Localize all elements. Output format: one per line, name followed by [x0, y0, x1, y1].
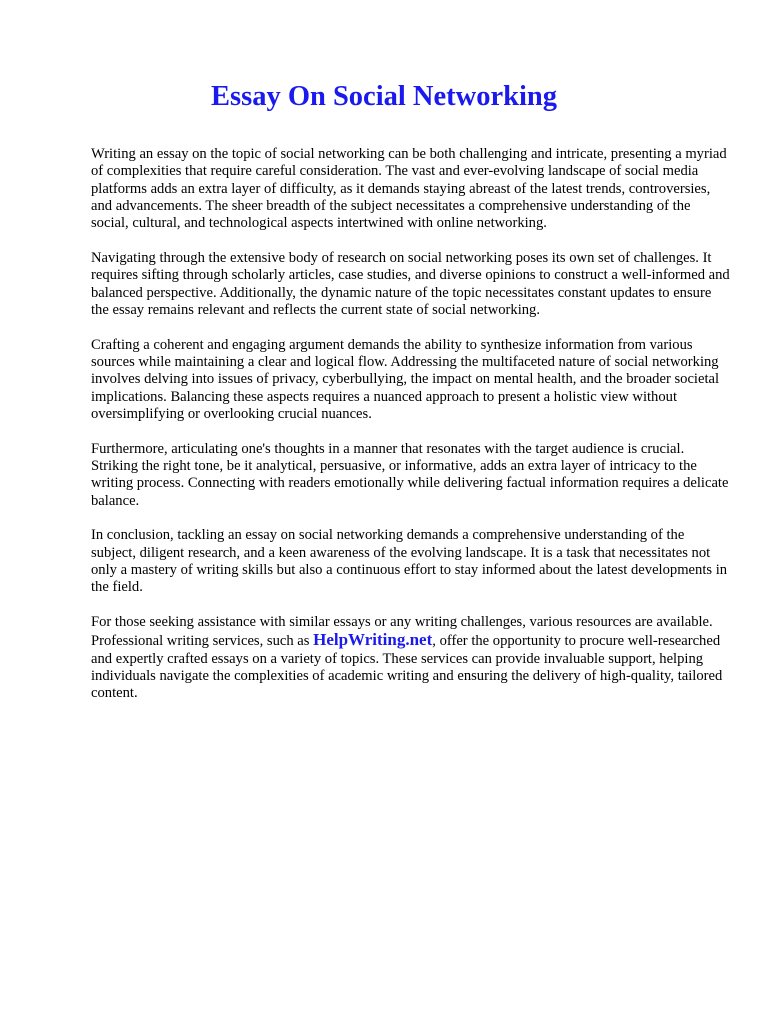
- paragraph-6-text-after-link: , offer the opportunity to procure well-researched and expertly crafted essays on a variety of topics. These services can provide invaluable support, helping individuals navigate the complexities of academic writing and ensuring the delivery of high-quality, tailored content.: [91, 633, 723, 702]
- essay-body: [91, 146, 731, 720]
- paragraph-6: [91, 614, 731, 702]
- paragraph-1: Writing an essay on the topic of social networking can be both challenging and intricate, presenting a myriad of complexities that require careful consideration. The vast and ever-evolving landscape of social media platforms adds an extra layer of difficulty, as it demands staying abreast of the latest trends, controversies, and advancements. The sheer breadth of the subject necessitates a comprehensive understanding of the social, cultural, and technological aspects intertwined with online networking.: [91, 146, 727, 232]
- paragraph-2: Navigating through the extensive body of research on social networking poses its own set of challenges. It requires sifting through scholarly articles, case studies, and diverse opinions to construct a well-informed and balanced perspective. Additionally, the dynamic nature of the topic necessitates constant updates to ensure the essay remains relevant and reflects the current state of social networking.: [91, 249, 730, 318]
- paragraph-6-text-before-link: For those seeking assistance with similar essays or any writing challenges, various resources are available. Professional writing services, such as: [91, 614, 713, 650]
- paragraph-5: In conclusion, tackling an essay on social networking demands a comprehensive understanding of the subject, diligent research, and a keen awareness of the evolving landscape. It is a task that necessitates not only a mastery of writing skills but also a continuous effort to stay informed about the latest developments in the field.: [91, 527, 728, 596]
- helpwriting-link[interactable]: HelpWriting.net: [313, 630, 433, 650]
- page-title: Essay On Social Networking: [211, 81, 557, 112]
- paragraph-4: Furthermore, articulating one's thoughts in a manner that resonates with the target audience is crucial. Striking the right tone, be it analytical, persuasive, or informative, adds an extra layer of intricacy to the writing process. Connecting with readers emotionally while delivering factual information requires a delicate balance.: [91, 440, 729, 509]
- paragraph-3: Crafting a coherent and engaging argument demands the ability to synthesize information from various sources while maintaining a clear and logical flow. Addressing the multifaceted nature of social networking involves delving into issues of privacy, cyberbullying, the impact on mental health, and the broader societal implications. Balancing these aspects requires a nuanced approach to present a holistic view without oversimplifying or overlooking crucial nuances.: [91, 336, 720, 422]
